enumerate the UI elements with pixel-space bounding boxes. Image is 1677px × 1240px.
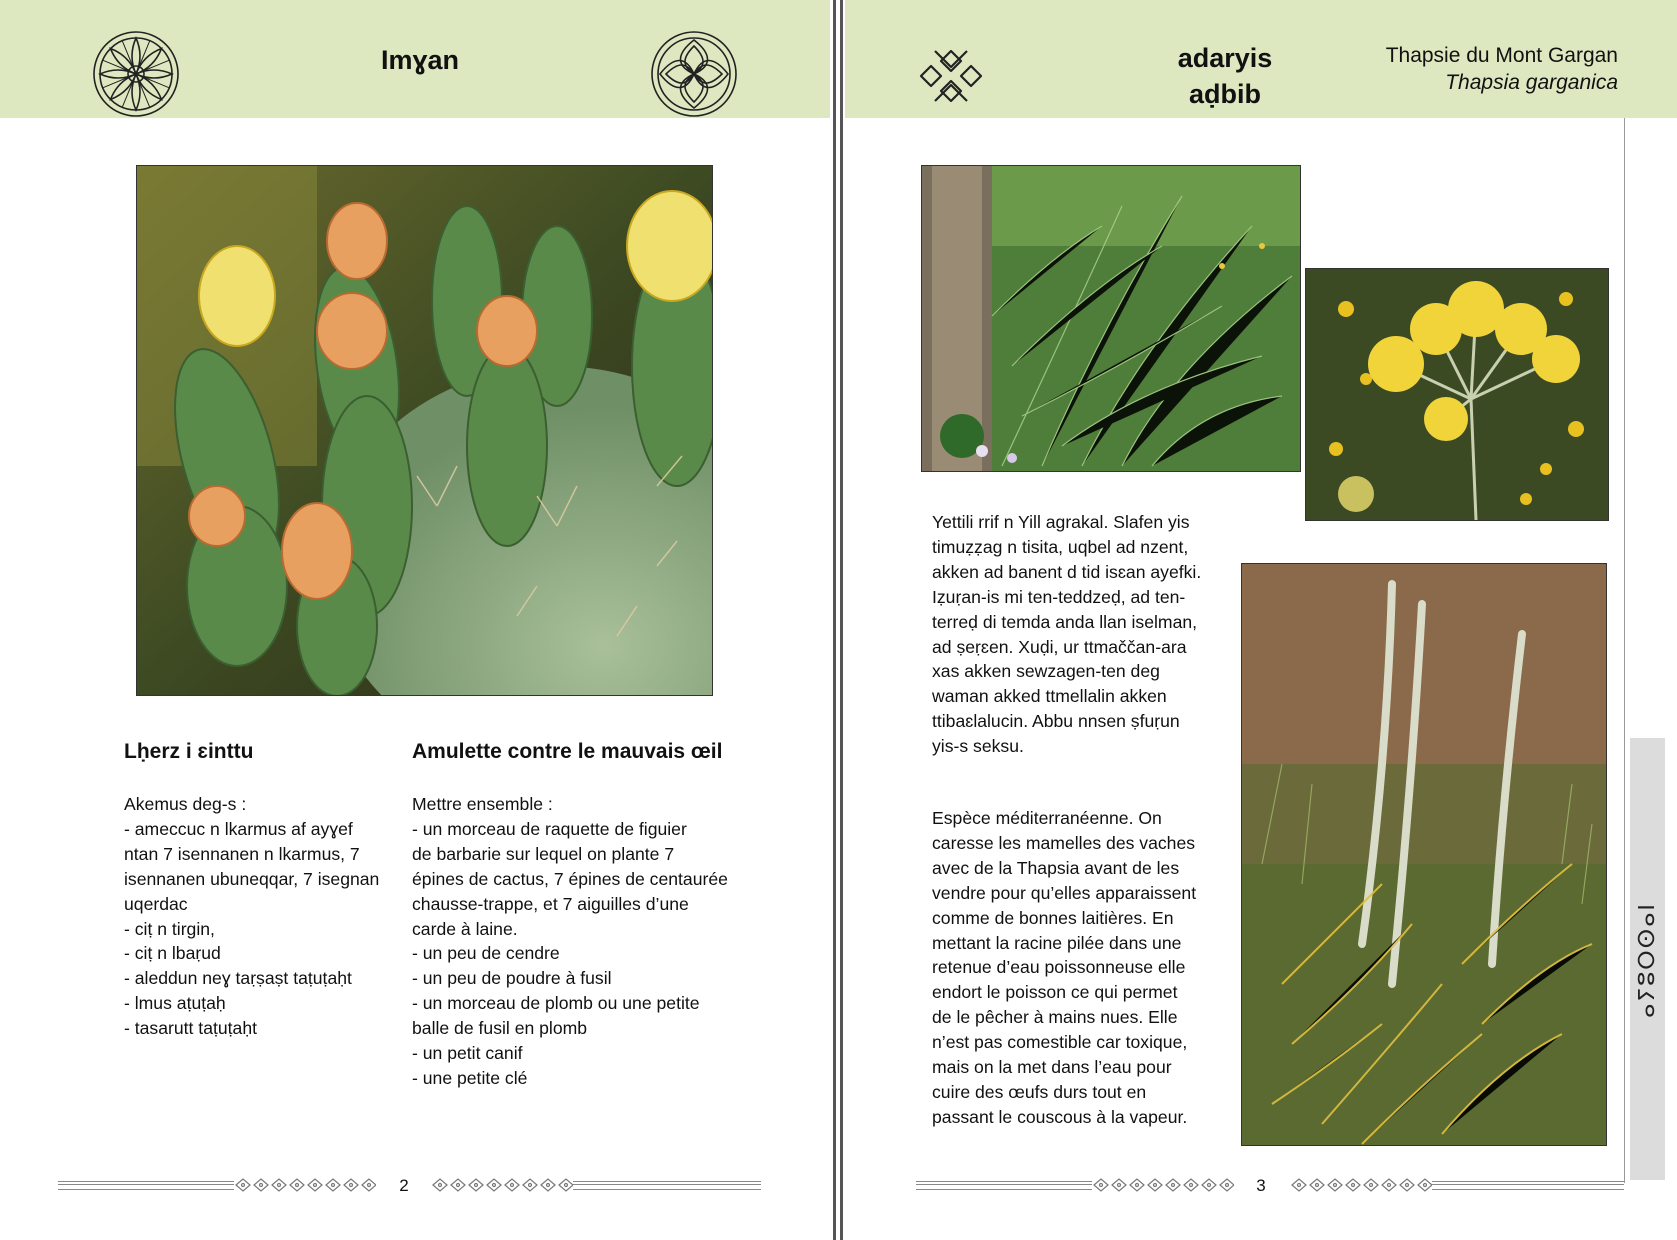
footer-rule (1432, 1181, 1624, 1190)
thapsia-flower-umbel-photo (1305, 268, 1609, 521)
text-line: comme de bonnes laitières. En (932, 907, 1174, 928)
text-line: - un peu de poudre à fusil (412, 968, 612, 989)
text-line: akken ad banent d tid isɛan ayefki. (932, 561, 1202, 582)
text-line: yis-s seksu. (932, 736, 1024, 757)
text-line: Yettili rrif n Yill agrakal. Slafen yis (932, 512, 1190, 532)
diamond-chain-ornament-icon (431, 1177, 573, 1193)
text-line: - un peu de cendre (412, 943, 560, 964)
text-line: terreḍ di temda anda llan iselman, (932, 611, 1198, 632)
text-line: - un morceau de plomb ou une petite (412, 993, 700, 1014)
thapsia-foliage-photo (921, 165, 1301, 472)
text-line: endort le poisson ce qui permet (932, 982, 1178, 1003)
tifinagh-side-text: ⴰⵢⵓⵔⵙⴰⵏ (1635, 902, 1660, 1018)
french-ingredients-text (412, 792, 728, 1091)
quatrefoil-ornament-icon (650, 30, 738, 118)
text-line: cuire des œufs durs tout en (932, 1081, 1147, 1102)
text-line: - une petite clé (412, 1067, 528, 1088)
french-description-text (932, 806, 1196, 1130)
text-line: ttibaɛlalucin. Abbu nnsen ṣfuṛun (932, 711, 1180, 732)
text-line: - lmus aṭuṭaḥ (124, 993, 226, 1014)
footer-rule (573, 1181, 761, 1190)
text-line: carde à laine. (412, 918, 518, 939)
yaz-cross-ornament-icon (915, 45, 987, 107)
text-line: xas akken sewzagen-ten deg (932, 661, 1160, 682)
page-edge (1624, 118, 1625, 1183)
diamond-chain-ornament-icon (1290, 1177, 1432, 1193)
text-line: de le pêcher à mains nues. Elle (932, 1007, 1178, 1028)
text-line: chausse-trappe, et 7 aiguilles d’une (412, 893, 689, 914)
text-line: ad ṣeṛɛen. Xuḍi, ur ttmaččan-ara (932, 636, 1187, 657)
text-line: uqerdac (124, 893, 188, 914)
right-page-number: 3 (1256, 1176, 1266, 1195)
text-line: - ciṭ n tirgin, (124, 918, 215, 939)
text-line: retenue d’eau poissonneuse elle (932, 957, 1186, 978)
thapsia-whole-plant-photo (1241, 563, 1607, 1146)
side-tab-label (1630, 870, 1665, 1050)
text-line: mettant la racine pilée dans une (932, 932, 1182, 953)
text-line: waman akked ttmellalin akken (932, 686, 1167, 707)
text-line: mais on la met dans l’eau pour (932, 1057, 1172, 1078)
text-line: de barbarie sur lequel on plante 7 (412, 843, 675, 864)
kabyle-description-text (932, 510, 1201, 759)
text-line: - un petit canif (412, 1043, 523, 1064)
text-line: ntan 7 isennanen n lkarmus, 7 (124, 843, 360, 864)
right-title-line: adaryis (1177, 43, 1273, 73)
latin-name: Thapsia garganica (1445, 71, 1618, 94)
rosette-ornament-icon (92, 30, 180, 118)
text-line: épines de cactus, 7 épines de centaurée (412, 868, 728, 889)
diamond-chain-ornament-icon (234, 1177, 376, 1193)
text-line: Akemus deg-s : (124, 794, 247, 814)
text-line: - ciṭ n lbaṛud (124, 943, 221, 964)
book-spine-inner (840, 0, 843, 1240)
text-line: balle de fusil en plomb (412, 1018, 588, 1039)
text-line: caresse les mamelles des vaches (932, 832, 1196, 853)
text-line: avec de la Thapsia avant de les (932, 857, 1180, 878)
text-line: - aleddun neɣ taṛṣaṣt taṭuṭaḥt (124, 968, 352, 989)
text-line: - un morceau de raquette de figuier (412, 818, 687, 839)
right-page-title (1150, 40, 1300, 112)
footer-rule (58, 1181, 234, 1190)
footer-rule (916, 1181, 1092, 1190)
right-title-line: aḍbib (1189, 79, 1261, 109)
text-line: timuẓẓag n tisita, uqbel ad nzent, (932, 536, 1189, 557)
book-spine (833, 0, 836, 1240)
left-page-number: 2 (399, 1176, 409, 1195)
text-line: Mettre ensemble : (412, 794, 553, 814)
common-name: Thapsie du Mont Gargan (1385, 44, 1618, 67)
text-line: Espèce méditerranéenne. On (932, 808, 1162, 828)
text-line: - tasarutt taṭuṭaḥt (124, 1018, 258, 1039)
text-line: vendre pour qu’elles apparaissent (932, 882, 1197, 903)
french-section-title: Amulette contre le mauvais œil (412, 740, 723, 763)
text-line: Iẓuṛan-is mi ten-teddzeḍ, ad ten- (932, 586, 1186, 607)
left-page-title: Imɣan (380, 45, 460, 75)
text-line: passant le couscous à la vapeur. (932, 1106, 1188, 1127)
prickly-pear-cactus-photo (136, 165, 713, 696)
kabyle-ingredients-text (124, 792, 379, 1041)
text-line: - ameccuc n lkarmus af ayɣef (124, 818, 353, 839)
kabyle-section-title: Lḥerz i ɛinttu (124, 740, 254, 763)
species-name-block (1330, 42, 1618, 96)
diamond-chain-ornament-icon (1092, 1177, 1234, 1193)
text-line: n’est pas comestible car toxique, (932, 1032, 1188, 1053)
text-line: isennanen ubuneqqar, 7 isegnan (124, 868, 380, 889)
